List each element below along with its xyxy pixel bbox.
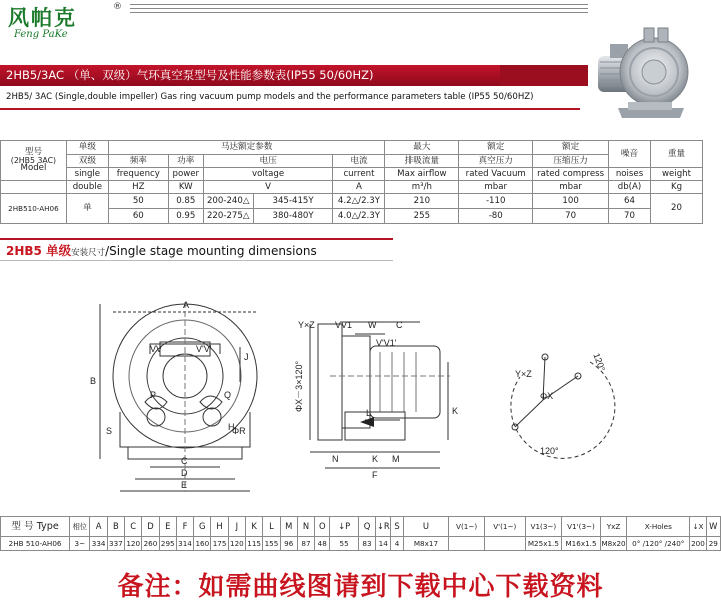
table-row [1, 194, 703, 209]
dim-label-a: A [183, 300, 190, 310]
stage-cn: 单级 [66, 141, 108, 155]
header-decorative-lines [0, 1, 588, 11]
voltage-delta-value: 220-275△ [203, 209, 253, 224]
dim-label-m: M [392, 454, 400, 464]
dims-cell: M8x20 [600, 537, 626, 551]
table-row [1, 537, 721, 551]
dims-header: V(1~) [449, 517, 485, 537]
dim-label-k2: K [372, 454, 379, 464]
compress-value: 100 [533, 194, 609, 209]
rated2-cn: 额定 [533, 141, 609, 155]
weight-cn: 重量 [651, 141, 703, 168]
dims-header: YxZ [600, 517, 626, 537]
dims-header: B [107, 517, 124, 537]
dims-cell: 260 [142, 537, 159, 551]
dims-cell [449, 537, 485, 551]
dims-cell: 29 [706, 537, 720, 551]
dims-header: W [706, 517, 720, 537]
dims-header-row [1, 517, 721, 537]
current-en: current [333, 168, 385, 181]
dimension-table [0, 516, 721, 551]
label-angle-1: 120° [591, 351, 608, 373]
dim-label-s: S [106, 426, 113, 436]
dims-header: Q [358, 517, 375, 537]
current-value: 4.2△/2.3Y [333, 194, 385, 209]
section-heading-cn: 单级 [46, 243, 72, 258]
noise-cn: 噪音 [609, 141, 651, 168]
voltage-en: voltage [203, 168, 333, 181]
label-vv1: VV1 [335, 320, 353, 330]
dims-cell: 200 [690, 537, 706, 551]
spacer-cell [1, 181, 67, 194]
dim-label-f: F [372, 470, 378, 480]
label-vv: VV [150, 344, 163, 354]
dims-cell: 334 [90, 537, 107, 551]
col-model-header [1, 141, 67, 181]
single-en: single [66, 168, 108, 181]
dim-label-p: P [150, 390, 157, 400]
model-en: Model [20, 163, 47, 174]
dims-cell: 115 [246, 537, 263, 551]
double-en: double [66, 181, 108, 194]
current-unit: A [333, 181, 385, 194]
weight-en: weight [651, 168, 703, 181]
divider [0, 108, 580, 110]
dims-header: V1'(3~) [562, 517, 601, 537]
stage-value: 单 [66, 194, 108, 224]
freq-value: 50 [108, 194, 168, 209]
compress-unit: mbar [533, 181, 609, 194]
dims-cell: 83 [358, 537, 375, 551]
dims-cell: 314 [176, 537, 193, 551]
airflow-value: 210 [385, 194, 459, 209]
table-subtitle: 2HB5/ 3AC (Single,double impeller) Gas ring vacuum pump models and the performance parameters table (IP55 50/60HZ) [6, 92, 534, 102]
airflow-value: 255 [385, 209, 459, 224]
noise-value: 64 [609, 194, 651, 209]
noise-unit: db(A) [609, 181, 651, 194]
voltage-cn: 电压 [203, 155, 333, 168]
power-value: 0.95 [168, 209, 203, 224]
dims-cell: 14 [376, 537, 391, 551]
section-heading-cn-small: 安装尺寸 [71, 248, 106, 258]
label-yxz-flange: Y×Z [515, 369, 532, 379]
dims-header: G [194, 517, 211, 537]
motor-params-header: 马达额定参数 [108, 141, 385, 155]
dims-header: V'(1~) [484, 517, 525, 537]
dims-cell: 160 [194, 537, 211, 551]
dims-header: H [211, 517, 228, 537]
power-unit: KW [168, 181, 203, 194]
noise-value: 70 [609, 209, 651, 224]
dims-header: N [297, 517, 314, 537]
registered-mark: ® [113, 2, 122, 12]
dims-cell: 3~ [70, 537, 90, 551]
dims-cell: 337 [107, 537, 124, 551]
label-w: W [368, 320, 377, 330]
model-code: (2HB5 3AC) [10, 155, 57, 165]
dim-label-n: N [332, 454, 339, 464]
dims-cell: 120 [228, 537, 245, 551]
dims-header: E [159, 517, 176, 537]
dims-cell: 295 [159, 537, 176, 551]
dims-cell: M8x17 [403, 537, 449, 551]
compress-en: rated compress [533, 168, 609, 181]
header-line [130, 4, 588, 5]
label-phix: ΦX [540, 391, 554, 401]
compress-cn: 压缩压力 [533, 155, 609, 168]
vacuum-unit: mbar [459, 181, 533, 194]
logo-english: Feng PaKe [14, 29, 68, 40]
table-title-banner: 2HB5/3AC （单、双级）气环真空泵型号及性能参数表(IP55 50/60HZ) [0, 65, 500, 86]
dims-header: 型 号 Type [1, 517, 70, 537]
dim-label-e: E [181, 480, 188, 490]
banner-tail [500, 65, 588, 86]
dims-header: K [246, 517, 263, 537]
dims-header: X-Holes [627, 517, 690, 537]
dims-header: ↓R [376, 517, 391, 537]
airflow-unit: m³/h [385, 181, 459, 194]
power-en: power [168, 168, 203, 181]
footer-note: 备注：如需曲线图请到下载中心下载资料 [117, 572, 604, 602]
dims-cell: 175 [211, 537, 228, 551]
voltage-delta-value: 200-240△ [203, 194, 253, 209]
label-angle-2: 120° [540, 446, 559, 456]
dims-header: F [176, 517, 193, 537]
dims-cell: 48 [315, 537, 330, 551]
section-heading [6, 241, 317, 259]
power-value: 0.85 [168, 194, 203, 209]
pump-product-image [588, 22, 692, 126]
dim-label-b: B [90, 376, 97, 386]
dims-header: 相位 [70, 517, 90, 537]
vacuum-cn: 真空压力 [459, 155, 533, 168]
freq-en: frequency [108, 168, 168, 181]
dim-label-k: K [452, 406, 459, 416]
dims-header: A [90, 517, 107, 537]
power-cn: 功率 [168, 155, 203, 168]
performance-table [0, 140, 703, 224]
dims-header: M [280, 517, 297, 537]
freq-cn: 频率 [108, 155, 168, 168]
max-cn: 最大 [385, 141, 459, 155]
dim-label-j: J [244, 352, 249, 362]
voltage-unit: V [203, 181, 333, 194]
dims-header: ↓X [690, 517, 706, 537]
airflow-en: Max airflow [385, 168, 459, 181]
dims-header: U [403, 517, 449, 537]
dim-label-c: C [181, 456, 188, 466]
weight-value: 20 [651, 194, 703, 224]
dims-header: V1(3~) [525, 517, 562, 537]
dim-label-h: H [228, 422, 235, 432]
dims-header: C [125, 517, 142, 537]
rated-cn: 额定 [459, 141, 533, 155]
dims-cell: 155 [263, 537, 280, 551]
label-yxz: Y×Z [298, 320, 315, 330]
freq-unit: HZ [108, 181, 168, 194]
header-line [130, 12, 588, 13]
vacuum-value: -80 [459, 209, 533, 224]
mounting-dimension-drawing [0, 262, 721, 507]
current-cn: 电流 [333, 155, 385, 168]
vacuum-en: rated Vacuum [459, 168, 533, 181]
voltage-y-value: 380-480Y [253, 209, 333, 224]
dims-header: ↓P [330, 517, 358, 537]
section-heading-prefix: 2HB5 [6, 244, 47, 258]
current-value: 4.0△/2.3Y [333, 209, 385, 224]
voltage-y-value: 345-415Y [253, 194, 333, 209]
dims-cell [484, 537, 525, 551]
dims-header: D [142, 517, 159, 537]
label-vpv1: V'V1' [376, 338, 397, 348]
dim-label-l: L [366, 408, 372, 418]
label-vpvp: V'V' [196, 344, 212, 354]
airflow-cn: 排吸流量 [385, 155, 459, 168]
freq-value: 60 [108, 209, 168, 224]
dims-cell: 0° /120° /240° [627, 537, 690, 551]
dims-cell: 87 [297, 537, 314, 551]
dim-label-r: ΦR [232, 426, 246, 436]
dims-cell: 120 [125, 537, 142, 551]
label-x-holes: ΦX－3×120° [294, 360, 304, 412]
model-cn: 型号 [24, 147, 43, 157]
dims-header: S [391, 517, 403, 537]
compress-value: 70 [533, 209, 609, 224]
weight-unit: Kg [651, 181, 703, 194]
dim-label-d: D [181, 468, 188, 478]
double-cn: 双级 [66, 155, 108, 168]
noise-en: noises [609, 168, 651, 181]
dims-cell: 4 [391, 537, 403, 551]
dim-label-q: Q [224, 390, 232, 400]
dim-label-c-side: C [396, 320, 403, 330]
header-line [130, 8, 588, 9]
dims-header: O [315, 517, 330, 537]
dims-header: L [263, 517, 280, 537]
logo-chinese: 风帕克 [8, 5, 77, 30]
dims-cell: 96 [280, 537, 297, 551]
section-heading-en: /Single stage mounting dimensions [105, 244, 317, 258]
vacuum-value: -110 [459, 194, 533, 209]
dims-cell: M16x1.5 [562, 537, 601, 551]
dims-cell: M25x1.5 [525, 537, 562, 551]
dims-header: J [228, 517, 245, 537]
dims-cell: 55 [330, 537, 358, 551]
model-value: 2HB510-AH06 [1, 194, 67, 224]
dims-cell: 2HB 510-AH06 [1, 537, 70, 551]
